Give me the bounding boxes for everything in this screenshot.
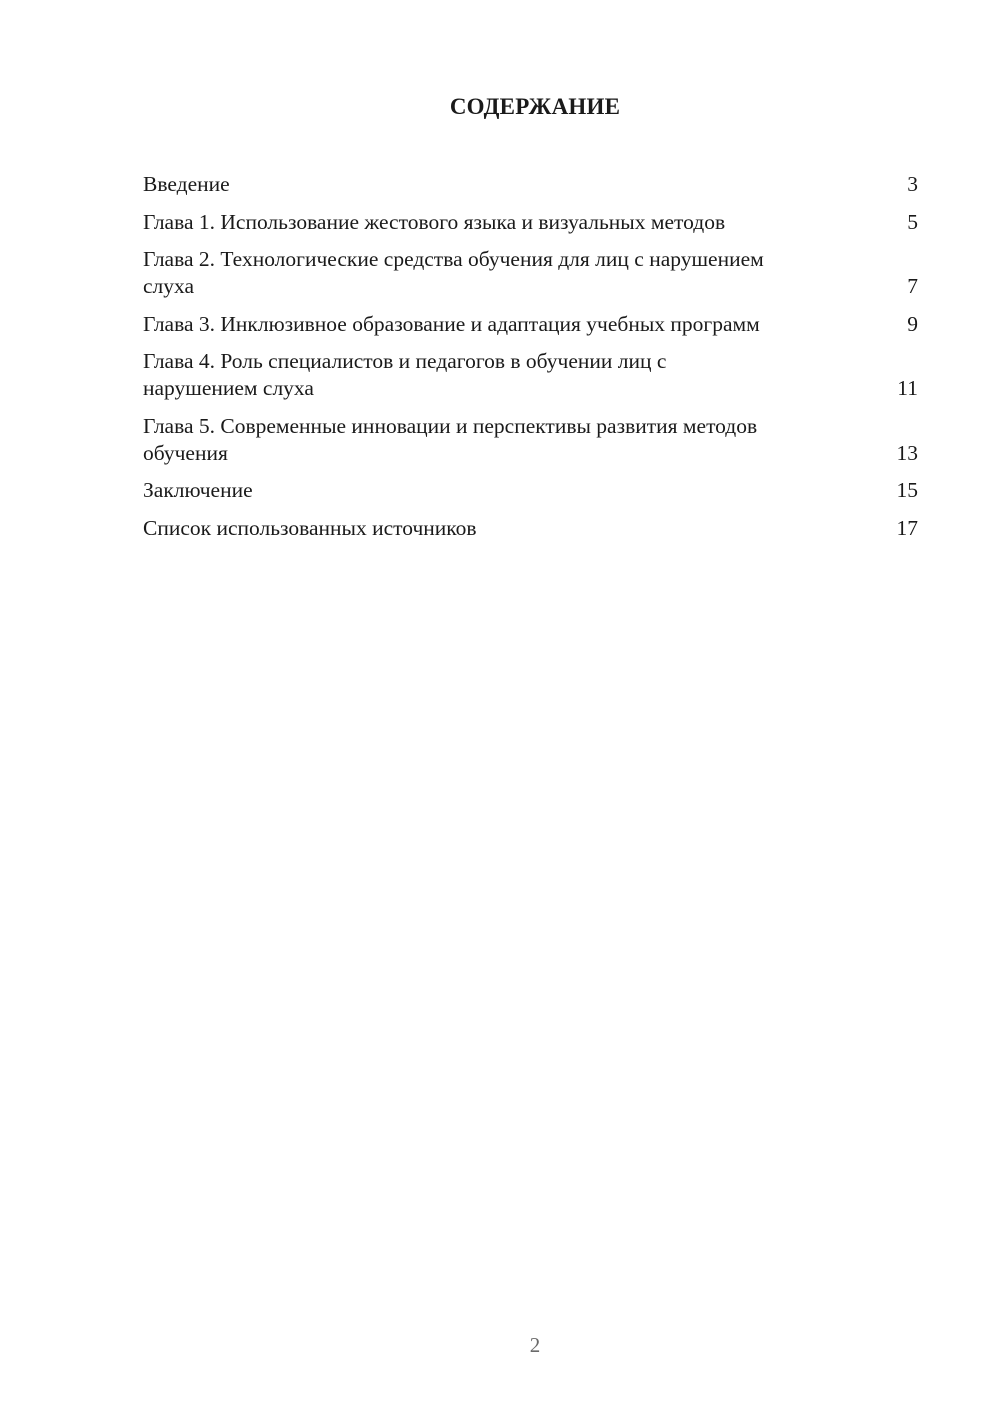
toc-entry-chapter-5 [143, 413, 918, 467]
toc-entry-chapter-1 [143, 209, 918, 236]
toc-entry-introduction [143, 171, 918, 198]
toc-entry-text: Заключение [143, 478, 253, 502]
toc-entry-page: 15 [896, 478, 918, 502]
toc-entry-references [143, 515, 918, 542]
toc-entry-page: 3 [907, 172, 918, 196]
toc-entry-page: 7 [907, 274, 918, 298]
toc-title: СОДЕРЖАНИЕ [449, 94, 621, 119]
toc-entry-conclusion [143, 477, 918, 504]
toc-entry-text: Введение [143, 172, 230, 196]
toc-entry-text: Глава 2. Технологические средства обучения для лиц с нарушением слуха [143, 247, 764, 298]
toc-entry-chapter-2 [143, 246, 918, 300]
toc-entry-chapter-4 [143, 348, 918, 402]
toc-entry-text: Глава 3. Инклюзивное образование и адаптация учебных программ [143, 311, 760, 336]
toc-entry-page: 17 [896, 515, 918, 540]
toc-entry-page: 13 [896, 440, 918, 465]
toc-entry-chapter-3 [143, 311, 918, 338]
toc-entry-page: 5 [907, 209, 918, 234]
toc-entry-text: Глава 4. Роль специалистов и педагогов в обучении лиц с нарушением слуха [143, 349, 667, 400]
toc-entry-page: 11 [897, 376, 918, 400]
toc-entry-text: Глава 1. Использование жестового языка и визуальных методов [143, 209, 726, 234]
toc-entry-text: Глава 5. Современные инновации и перспективы развития методов обучения [143, 413, 758, 465]
toc-entry-page: 9 [907, 311, 918, 336]
table-of-contents [143, 171, 918, 552]
page-number: 2 [529, 1333, 541, 1357]
toc-entry-text: Список использованных источников [143, 515, 477, 540]
